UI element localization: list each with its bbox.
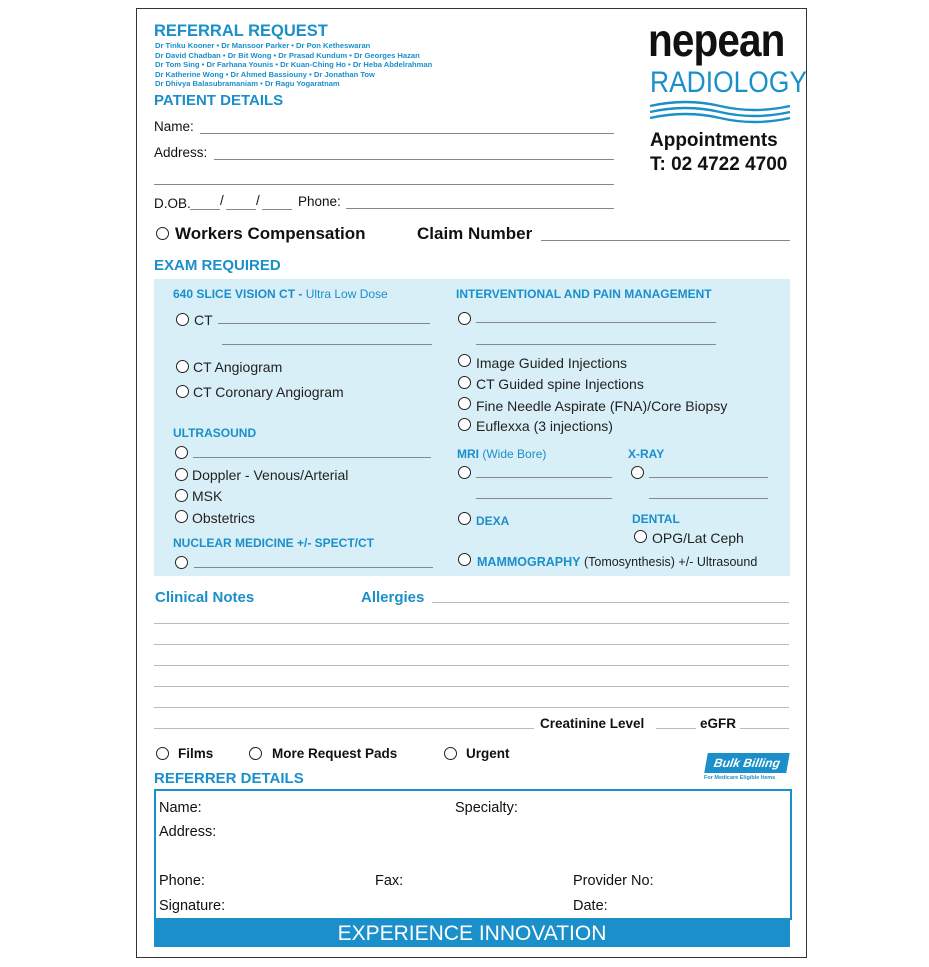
fna-radio[interactable]	[458, 397, 471, 410]
pads-label: More Request Pads	[272, 746, 398, 761]
ct-spine-label: CT Guided spine Injections	[476, 376, 644, 392]
ultrasound-radio[interactable]	[175, 446, 188, 459]
mri-field[interactable]	[476, 477, 612, 478]
doctor-list	[155, 41, 432, 89]
urgent-radio[interactable]	[444, 747, 457, 760]
ct-angiogram-radio[interactable]	[176, 360, 189, 373]
euflexxa-label: Euflexxa (3 injections)	[476, 418, 613, 434]
clinical-notes-label: Clinical Notes	[155, 589, 255, 606]
egfr-field[interactable]	[740, 728, 789, 729]
ct-field[interactable]	[218, 323, 430, 324]
referrer-address-label: Address:	[159, 824, 217, 840]
allergies-label: Allergies	[361, 589, 425, 606]
mammography-radio[interactable]	[458, 553, 471, 566]
brand-logo: nepean	[648, 14, 785, 66]
xray-section-title: X-RAY	[628, 447, 665, 461]
mammo-head: MAMMOGRAPHY	[477, 555, 581, 569]
clinical-notes-line[interactable]	[154, 665, 789, 666]
clinical-notes-line[interactable]	[154, 707, 789, 708]
claim-number-label: Claim Number	[417, 224, 533, 243]
mammo-sub: (Tomosynthesis) +/- Ultrasound	[583, 555, 758, 569]
referrer-section-title: REFERRER DETAILS	[154, 770, 304, 787]
mri-sub: (Wide Bore)	[482, 447, 547, 461]
ct-coronary-label: CT Coronary Angiogram	[193, 384, 344, 400]
doppler-radio[interactable]	[175, 468, 188, 481]
allergies-field[interactable]	[432, 602, 789, 603]
nuclear-section-title: NUCLEAR MEDICINE +/- SPECT/CT	[173, 536, 375, 550]
claim-number-field[interactable]	[541, 240, 790, 241]
dob-label: D.OB.	[154, 196, 191, 211]
opg-label: OPG/Lat Ceph	[652, 530, 744, 546]
wave-logo-icon	[648, 100, 792, 124]
bulk-billing-badge: Bulk Billing	[704, 753, 790, 773]
opg-radio[interactable]	[634, 530, 647, 543]
clinical-notes-line[interactable]	[154, 644, 789, 645]
workers-comp-label: Workers Compensation	[175, 224, 366, 243]
ct-field-2[interactable]	[222, 344, 432, 345]
interventional-field-2[interactable]	[476, 344, 716, 345]
msk-label: MSK	[192, 488, 223, 504]
doctor-line: Dr David Chadban • Dr Bit Wong • Dr Prasad Kundum • Dr Georges Hazan	[155, 50, 420, 60]
referrer-date-label: Date:	[573, 898, 608, 914]
ct-angiogram-label: CT Angiogram	[193, 359, 283, 375]
fna-label: Fine Needle Aspirate (FNA)/Core Biopsy	[476, 398, 728, 414]
image-guided-label: Image Guided Injections	[476, 355, 627, 371]
bulk-billing-sub: For Medicare Eligible Items	[704, 775, 776, 781]
obstetrics-radio[interactable]	[175, 510, 188, 523]
ct-sub: Ultra Low Dose	[305, 287, 388, 301]
mri-head: MRI	[457, 447, 479, 461]
clinical-notes-line[interactable]	[154, 728, 534, 729]
patient-name-label: Name:	[154, 119, 194, 134]
doctor-line: Dr Dhivya Balasubramaniam • Dr Ragu Yogaratnam	[155, 79, 340, 89]
patient-address-label: Address:	[154, 145, 208, 160]
ct-spine-radio[interactable]	[458, 376, 471, 389]
form-title: REFERRAL REQUEST	[154, 22, 328, 40]
brand-sub: RADIOLOGY	[650, 66, 807, 99]
clinical-notes-line[interactable]	[154, 623, 789, 624]
obstetrics-label: Obstetrics	[192, 510, 256, 526]
creatinine-field[interactable]	[656, 728, 696, 729]
image-guided-radio[interactable]	[458, 354, 471, 367]
dexa-label: DEXA	[476, 514, 510, 528]
ct-coronary-radio[interactable]	[176, 385, 189, 398]
referrer-provider-label: Provider No:	[573, 873, 654, 889]
euflexxa-radio[interactable]	[458, 418, 471, 431]
exam-section-title: EXAM REQUIRED	[154, 257, 281, 274]
dob-day-field[interactable]	[190, 209, 220, 210]
dob-slash: /	[220, 193, 224, 208]
dob-month-field[interactable]	[226, 209, 256, 210]
workers-comp-radio[interactable]	[156, 227, 169, 240]
nuclear-field[interactable]	[194, 567, 433, 568]
urgent-label: Urgent	[466, 746, 510, 761]
doppler-label: Doppler - Venous/Arterial	[192, 467, 349, 483]
creatinine-label: Creatinine Level	[540, 716, 645, 731]
nuclear-radio[interactable]	[175, 556, 188, 569]
patient-address-field-2[interactable]	[154, 184, 614, 185]
patient-name-field[interactable]	[200, 133, 614, 134]
ct-label: CT	[194, 312, 213, 328]
mri-field-2[interactable]	[476, 498, 612, 499]
mammography-label	[477, 555, 757, 569]
referrer-signature-label: Signature:	[159, 898, 226, 914]
mri-radio[interactable]	[458, 466, 471, 479]
referrer-specialty-label: Specialty:	[455, 800, 518, 816]
xray-radio[interactable]	[631, 466, 644, 479]
mri-section-title	[457, 447, 546, 461]
doctor-line: Dr Tom Sing • Dr Farhana Younis • Dr Kuan-Ching Ho • Dr Heba Abdelrahman	[155, 60, 433, 70]
referrer-name-label: Name:	[159, 800, 202, 816]
patient-phone-field[interactable]	[346, 208, 614, 209]
msk-radio[interactable]	[175, 489, 188, 502]
ct-section-title	[173, 287, 388, 301]
ct-head: 640 SLICE VISION CT -	[173, 287, 306, 301]
ct-radio[interactable]	[176, 313, 189, 326]
clinical-notes-line[interactable]	[154, 686, 789, 687]
xray-field[interactable]	[649, 477, 768, 478]
pads-radio[interactable]	[249, 747, 262, 760]
appointments-phone: T: 02 4722 4700	[650, 154, 788, 175]
dexa-radio[interactable]	[458, 512, 471, 525]
interventional-radio[interactable]	[458, 312, 471, 325]
patient-phone-label: Phone:	[298, 194, 341, 209]
dob-year-field[interactable]	[262, 209, 292, 210]
dob-slash: /	[256, 193, 260, 208]
footer-banner: EXPERIENCE INNOVATION	[154, 920, 790, 947]
interventional-field[interactable]	[476, 322, 716, 323]
interventional-section-title: INTERVENTIONAL AND PAIN MANAGEMENT	[456, 287, 712, 301]
ultrasound-section-title: ULTRASOUND	[173, 426, 257, 440]
xray-field-2[interactable]	[649, 498, 768, 499]
patient-section-title: PATIENT DETAILS	[154, 92, 284, 109]
egfr-label: eGFR	[700, 716, 737, 731]
dental-section-title: DENTAL	[632, 512, 680, 526]
referrer-fax-label: Fax:	[375, 873, 404, 889]
patient-address-field[interactable]	[214, 159, 614, 160]
doctor-line: Dr Katherine Wong • Dr Ahmed Bassiouny • Dr Jonathan Tow	[155, 69, 375, 79]
appointments-label: Appointments	[650, 130, 778, 151]
films-label: Films	[178, 746, 214, 761]
films-radio[interactable]	[156, 747, 169, 760]
ultrasound-field[interactable]	[193, 457, 431, 458]
referrer-phone-label: Phone:	[159, 873, 205, 889]
doctor-line: Dr Tinku Kooner • Dr Mansoor Parker • Dr Pon Ketheswaran	[155, 41, 371, 50]
